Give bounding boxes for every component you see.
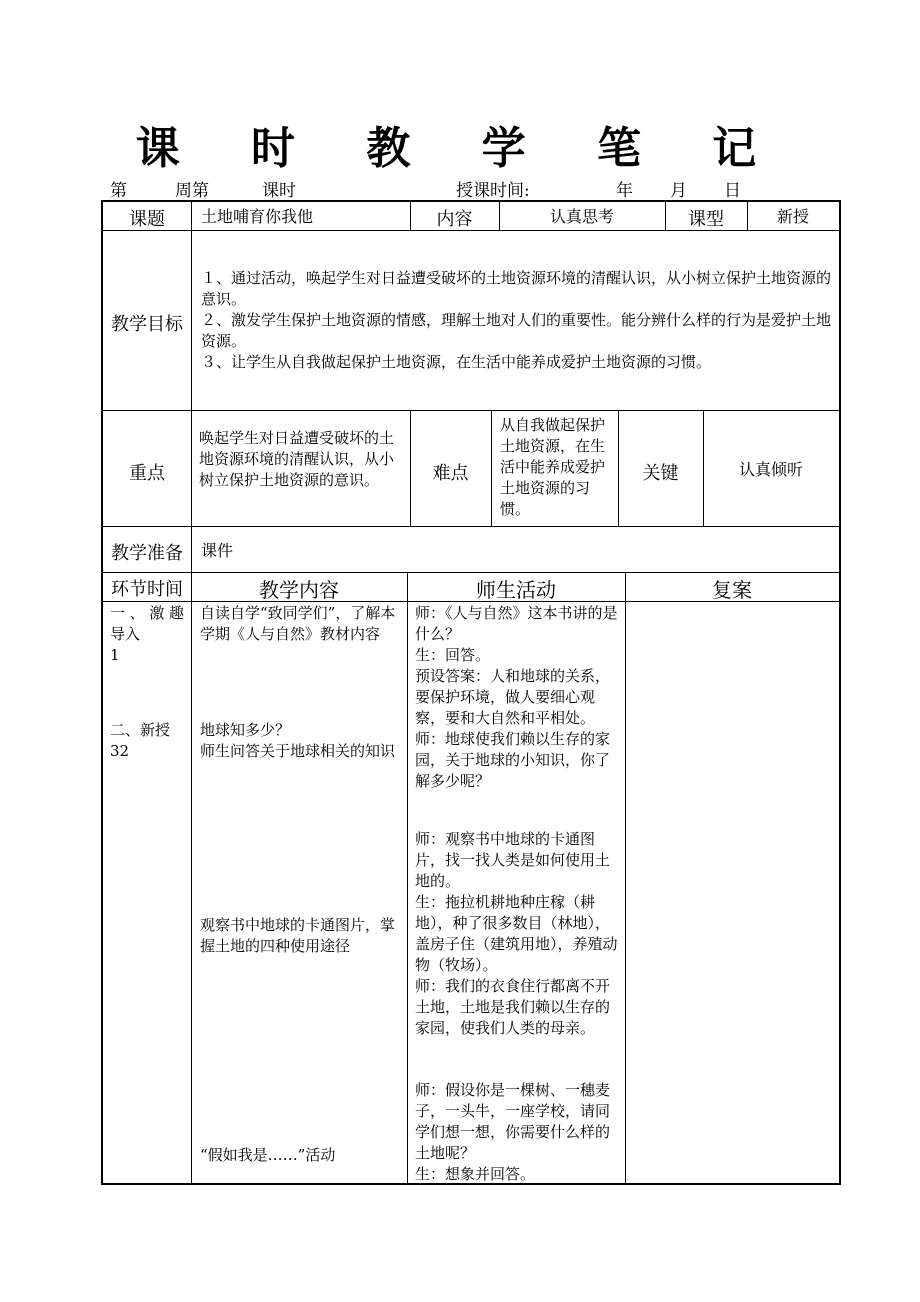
goal-item: ３、让学生从自我做起保护土地资源，在生活中能养成爱护土地资源的习惯。	[201, 353, 712, 371]
year-label: 年	[616, 181, 633, 201]
activity-line: 师：《人与自然》这本书讲的是什么？	[415, 604, 618, 643]
content-item: 自读自学“致同学们”，了解本学期《人与自然》教材内容	[200, 604, 396, 643]
activity-line: 师：观察书中地球的卡通图片，找一找人类是如何使用土地的。	[415, 830, 611, 890]
column-header-review: 复案	[712, 578, 752, 602]
key-point-value: 唤起学生对日益遭受破坏的土地资源环境的清醒认识，从小树立保护土地资源的意识。	[199, 429, 395, 489]
lesson-suffix: 课时	[262, 181, 296, 201]
activity-line: 师：我们的衣食住行都离不开土地，土地是我们赖以生存的家园，使我们人类的母亲。	[415, 977, 611, 1037]
week-lesson-label: 周第	[175, 181, 209, 201]
difficult-point-value: 从自我做起保护土地资源，在生活中能养成爱护土地资源的习惯。	[500, 416, 606, 518]
goal-item: １、通过活动，唤起学生对日益遭受破坏的土地资源环境的清醒认识，从小树立保护土地资源的意识。	[201, 269, 832, 308]
stage-2-minutes: 32	[110, 742, 130, 760]
content-value: 认真思考	[549, 207, 614, 226]
week-prefix: 第	[110, 181, 127, 201]
content-item: “假如我是……”活动	[200, 1146, 336, 1164]
column-header-content: 教学内容	[259, 578, 339, 602]
day-label: 日	[724, 181, 741, 201]
lesson-table	[101, 200, 841, 1185]
prep-label: 教学准备	[111, 543, 183, 564]
difficult-point-label: 难点	[432, 463, 469, 484]
crux-label: 关键	[642, 463, 679, 484]
activity-line: 预设答案：人和地球的关系，要保护环境，做人要细心观察，要和大自然和平相处。	[415, 667, 611, 727]
month-label: 月	[670, 181, 687, 201]
activity-line: 生：拖拉机耕地种庄稼（耕地），种了很多数目（林地），盖房子住（建筑用地），养殖动物（牧场）。	[415, 893, 618, 974]
key-point-label: 重点	[129, 463, 165, 484]
activity-line: 生：回答。	[415, 646, 491, 664]
prep-value: 课件	[201, 541, 234, 560]
activity-line: 师：假设你是一棵树、一穗麦子，一头牛，一座学校，请同学们想一想，你需要什么样的土地呢？	[415, 1081, 611, 1162]
content-item: 地球知多少？	[200, 721, 291, 739]
content-item: 师生问答关于地球相关的知识	[200, 742, 396, 760]
goals-label: 教学目标	[111, 314, 183, 335]
lesson-time-label: 授课时间:	[456, 181, 530, 201]
content-item: 观察书中地球的卡通图片，掌握土地的四种使用途径	[200, 916, 396, 955]
stage-2-block	[110, 720, 184, 762]
page-title: 课 时 教 学 笔 记	[135, 123, 785, 174]
stage-1-minutes: 1	[110, 646, 120, 664]
goal-item: ２、激发学生保护土地资源的情感，理解土地对人们的重要性。能分辨什么样的行为是爱护土地资源。	[201, 311, 832, 350]
stage-2-name: 二、新授	[110, 721, 171, 739]
goals-list	[201, 268, 837, 373]
column-header-stage: 环节时间	[111, 579, 183, 600]
type-value: 新授	[776, 207, 809, 226]
topic-label: 课题	[129, 209, 165, 230]
crux-value: 认真倾听	[738, 460, 803, 479]
topic-value: 土地哺育你我他	[201, 207, 314, 226]
activity-line: 生：想象并回答。	[415, 1165, 536, 1183]
stage-1-block	[110, 603, 184, 666]
column-header-activity: 师生活动	[476, 578, 556, 602]
type-label: 课型	[688, 209, 724, 230]
activity-line: 师：地球使我们赖以生存的家园，关于地球的小知识，你了解多少呢？	[415, 730, 611, 790]
stage-1-name: 一、激趣导入	[110, 604, 184, 643]
content-label: 内容	[436, 209, 473, 230]
